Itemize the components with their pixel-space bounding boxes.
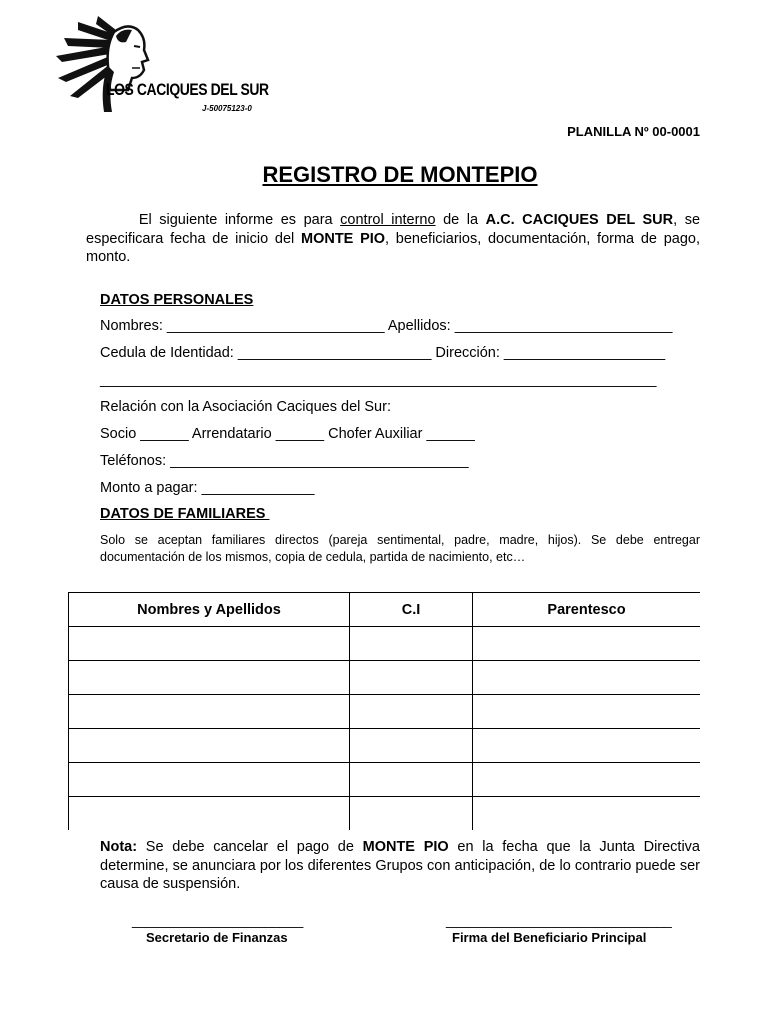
secretario-label: Secretario de Finanzas xyxy=(146,930,288,945)
secretario-signature-line[interactable]: ______________________ xyxy=(132,912,304,928)
cedula-direccion-field[interactable]: Cedula de Identidad: ________________________ Dirección: ____________________ xyxy=(100,345,666,361)
nota-paragraph xyxy=(100,838,700,894)
table-cell[interactable] xyxy=(69,729,350,763)
family-heading: DATOS DE FAMILIARES xyxy=(100,506,270,522)
col-parentesco: Parentesco xyxy=(473,593,701,627)
planilla-number: PLANILLA Nº 00-0001 xyxy=(567,124,700,139)
table-cell[interactable] xyxy=(69,695,350,729)
table-cell[interactable] xyxy=(473,661,701,695)
table-row xyxy=(69,729,701,763)
table-cell[interactable] xyxy=(350,695,473,729)
table-row xyxy=(69,763,701,797)
intro-underlined: control interno xyxy=(340,212,436,228)
nota-text-2: en la fecha que la Junta Directiva determine, se anunciara por los diferentes Grupos con anticipación, de lo contrario puede ser causa de suspensión. xyxy=(100,839,701,892)
family-table xyxy=(68,592,700,830)
logo-name: LOS CACIQUES DEL SUR xyxy=(106,80,269,99)
intro-text-2: de la xyxy=(435,212,486,228)
personal-heading: DATOS PERSONALES xyxy=(100,292,254,308)
table-cell[interactable] xyxy=(350,661,473,695)
table-cell[interactable] xyxy=(473,729,701,763)
table-row xyxy=(69,627,701,661)
table-cell[interactable] xyxy=(473,763,701,797)
nombres-apellidos-field[interactable]: Nombres: ___________________________ Apellidos: ___________________________ xyxy=(100,318,673,334)
table-cell[interactable] xyxy=(350,763,473,797)
table-row xyxy=(69,797,701,831)
table-cell[interactable] xyxy=(473,797,701,831)
intro-paragraph xyxy=(86,211,700,267)
relacion-label: Relación con la Asociación Caciques del Sur: xyxy=(100,399,391,415)
intro-text-3: , se especificara fecha de inicio del xyxy=(86,212,701,247)
intro-montepio: MONTE PIO xyxy=(300,230,386,247)
telefonos-field[interactable]: Teléfonos: _____________________________________ xyxy=(100,453,469,469)
intro-org-name: A.C. CACIQUES DEL SUR xyxy=(485,212,674,228)
beneficiario-label: Firma del Beneficiario Principal xyxy=(452,930,647,945)
intro-text-1: El siguiente informe es para xyxy=(138,212,341,228)
nota-label: Nota: xyxy=(100,839,138,855)
monto-field[interactable]: Monto a pagar: ______________ xyxy=(100,480,315,496)
beneficiario-signature-line[interactable]: _____________________________ xyxy=(446,912,672,928)
table-cell[interactable] xyxy=(69,797,350,831)
table-cell[interactable] xyxy=(473,695,701,729)
table-row xyxy=(69,695,701,729)
table-cell[interactable] xyxy=(350,729,473,763)
table-cell[interactable] xyxy=(350,797,473,831)
nota-montepio: MONTE PIO xyxy=(362,839,449,855)
logo-registry: J-50075123-0 xyxy=(202,104,252,113)
table-cell[interactable] xyxy=(473,627,701,661)
page-title: REGISTRO DE MONTEPIO xyxy=(262,162,538,187)
intro-text-4: , beneficiarios, documentación, forma de pago, monto. xyxy=(86,230,700,265)
col-ci: C.I xyxy=(350,593,473,627)
address-continuation-field[interactable]: _____________________________________________________________________ xyxy=(100,372,657,388)
table-cell[interactable] xyxy=(350,627,473,661)
table-cell[interactable] xyxy=(69,661,350,695)
family-note: Solo se aceptan familiares directos (pareja sentimental, padre, madre, hijos). Se debe entregar documentación de los mismos, copia de cedula, partida de nacimiento, etc… xyxy=(100,533,700,564)
col-nombres: Nombres y Apellidos xyxy=(69,593,350,627)
table-cell[interactable] xyxy=(69,763,350,797)
table-row xyxy=(69,661,701,695)
nota-text-1: Se debe cancelar el pago de xyxy=(137,839,363,855)
table-cell[interactable] xyxy=(69,627,350,661)
roles-field[interactable]: Socio ______ Arrendatario ______ Chofer Auxiliar ______ xyxy=(100,426,475,442)
